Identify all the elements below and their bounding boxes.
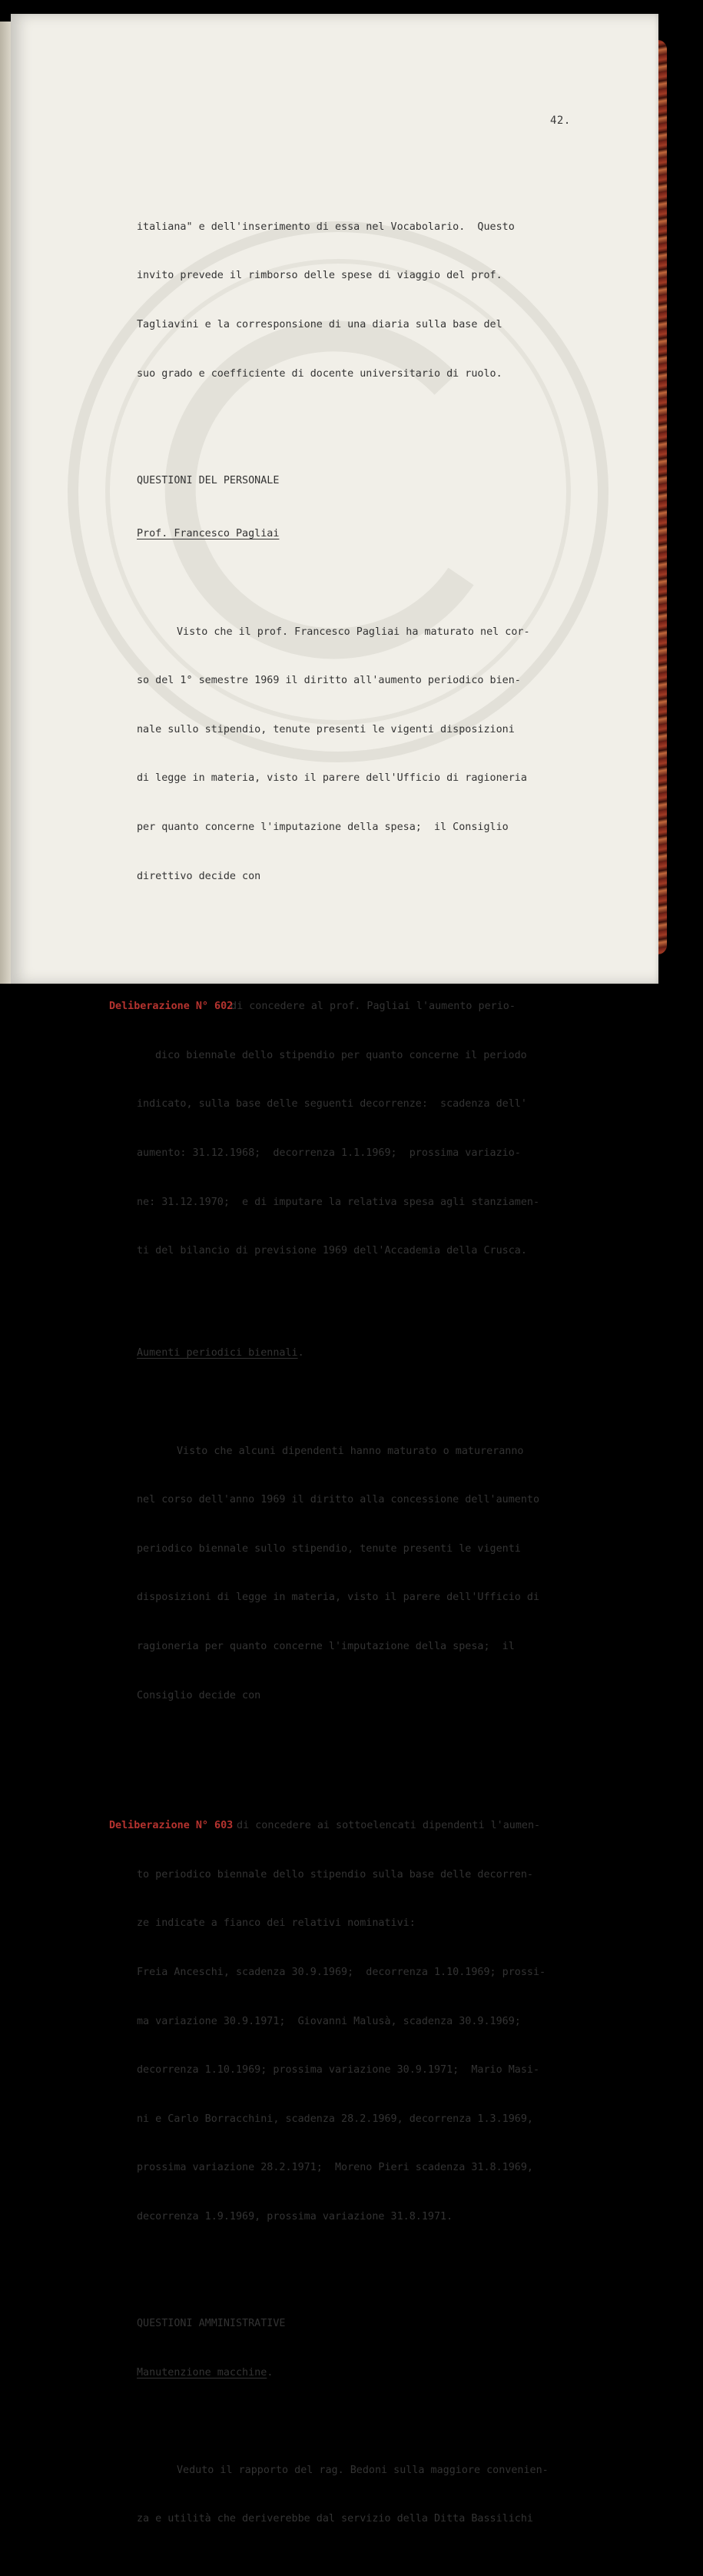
text-line: ne: 31.12.1970; e di imputare la relativa spesa agli stanziamen- [137, 1196, 540, 1208]
paragraph-aumenti [137, 1410, 598, 1736]
deliberation-603 [109, 1785, 598, 2258]
text-line: nale sullo stipendio, tenute presenti le vigenti disposizioni [137, 723, 515, 735]
text-line: invito prevede il rimborso delle spese di viaggio del prof. [137, 270, 502, 282]
subheading-manutenzione: Manutenzione macchine [137, 2366, 267, 2378]
text-line: Tagliavini e la corresponsione di una diaria sulla base del [137, 319, 502, 330]
text-line: decorrenza 1.9.1969, prossima variazione 31.8.1971. [137, 2210, 453, 2222]
deliberation-603-first-line [109, 1817, 598, 1834]
paragraph-intro [137, 186, 598, 414]
section-heading-amministrative: QUESTIONI AMMINISTRATIVE [137, 2318, 286, 2330]
document-body [109, 154, 598, 2576]
text-line: Veduto il rapporto del rag. Bedoni sulla maggiore convenien- [177, 2464, 549, 2476]
subheading-aumenti-row [137, 1345, 598, 1361]
subheading-aumenti-dot: . [297, 1347, 304, 1359]
text-line: indicato, sulla base delle seguenti decorrenze: scadenza dell' [137, 1098, 527, 1110]
text-line: Visto che alcuni dipendenti hanno maturato o matureranno [177, 1445, 524, 1457]
page-number: 42. [550, 115, 571, 127]
text-line: Visto che il prof. Francesco Pagliai ha maturato nel cor- [177, 626, 530, 638]
paragraph-manutenzione [137, 2429, 598, 2560]
text-line: di concedere al prof. Pagliai l'aumento perio- [224, 1001, 516, 1013]
text-line: decorrenza 1.10.1969; prossima variazione 30.9.1971; Mario Masi- [137, 2064, 540, 2076]
section-heading-personale: QUESTIONI DEL PERSONALE [137, 474, 280, 486]
text-line: di concedere ai sottoelencati dipendenti l'aumen- [230, 1820, 541, 1832]
deliberation-602-first-line [109, 998, 598, 1014]
text-line: ragioneria per quanto concerne l'imputazione della spesa; il [137, 1640, 515, 1652]
text-line: ti del bilancio di previsione 1969 dell'Accademia della Crusca. [137, 1245, 527, 1257]
text-line: periodico biennale sullo stipendio, tenute presenti le vigenti [137, 1542, 521, 1555]
text-line: Freia Anceschi, scadenza 30.9.1969; decorrenza 1.10.1969; prossi- [137, 1966, 546, 1978]
text-line: direttivo decide con [137, 870, 261, 882]
text-line: suo grado e coefficiente di docente universitario di ruolo. [137, 367, 502, 380]
deliberation-602-label: Deliberazione N° 602 [109, 1001, 234, 1013]
text-line: ma variazione 30.9.1971; Giovanni Malusà, scadenza 30.9.1969; [137, 2015, 521, 2027]
text-line: italiana" e dell'inserimento di essa nel Vocabolario. Questo [137, 221, 515, 233]
text-line: disposizioni di legge in materia, visto il parere dell'Ufficio di [137, 1592, 540, 1604]
text-line: nel corso dell'anno 1969 il diritto alla concessione dell'aumento [137, 1494, 540, 1506]
text-line: Consiglio decide con [137, 1689, 261, 1701]
text-line: ze indicate a fianco dei relativi nominativi: [137, 1917, 416, 1930]
text-line: ni e Carlo Borracchini, scadenza 28.2.1969, decorrenza 1.3.1969, [137, 2113, 533, 2125]
text-line: prossima variazione 28.2.1971; Moreno Pieri scadenza 31.8.1969, [137, 2162, 533, 2174]
text-line: aumento: 31.12.1968; decorrenza 1.1.1969; prossima variazio- [137, 1147, 521, 1159]
subheading-pagliai-row [137, 526, 598, 542]
text-line: to periodico biennale dello stipendio sulla base delle decorren- [137, 1868, 533, 1881]
subheading-aumenti: Aumenti periodici biennali [137, 1347, 298, 1359]
subheading-manutenzione-dot: . [267, 2366, 274, 2378]
text-line: dico biennale dello stipendio per quanto concerne il periodo [155, 1049, 527, 1061]
text-line: so del 1° semestre 1969 il diritto all'aumento periodico bien- [137, 675, 521, 687]
text-line: za e utilità che deriverebbe dal servizio della Ditta Bassilichi [137, 2513, 533, 2525]
subheading-manutenzione-row [137, 2365, 598, 2381]
subheading-pagliai: Prof. Francesco Pagliai [137, 528, 280, 540]
text-line: per quanto concerne l'imputazione della spesa; il Consiglio [137, 821, 509, 833]
paragraph-pagliai [137, 591, 598, 917]
text-line: di legge in materia, visto il parere dell'Ufficio di ragioneria [137, 772, 527, 785]
deliberation-603-label: Deliberazione N° 603 [109, 1820, 234, 1832]
deliberation-602 [109, 966, 598, 1292]
